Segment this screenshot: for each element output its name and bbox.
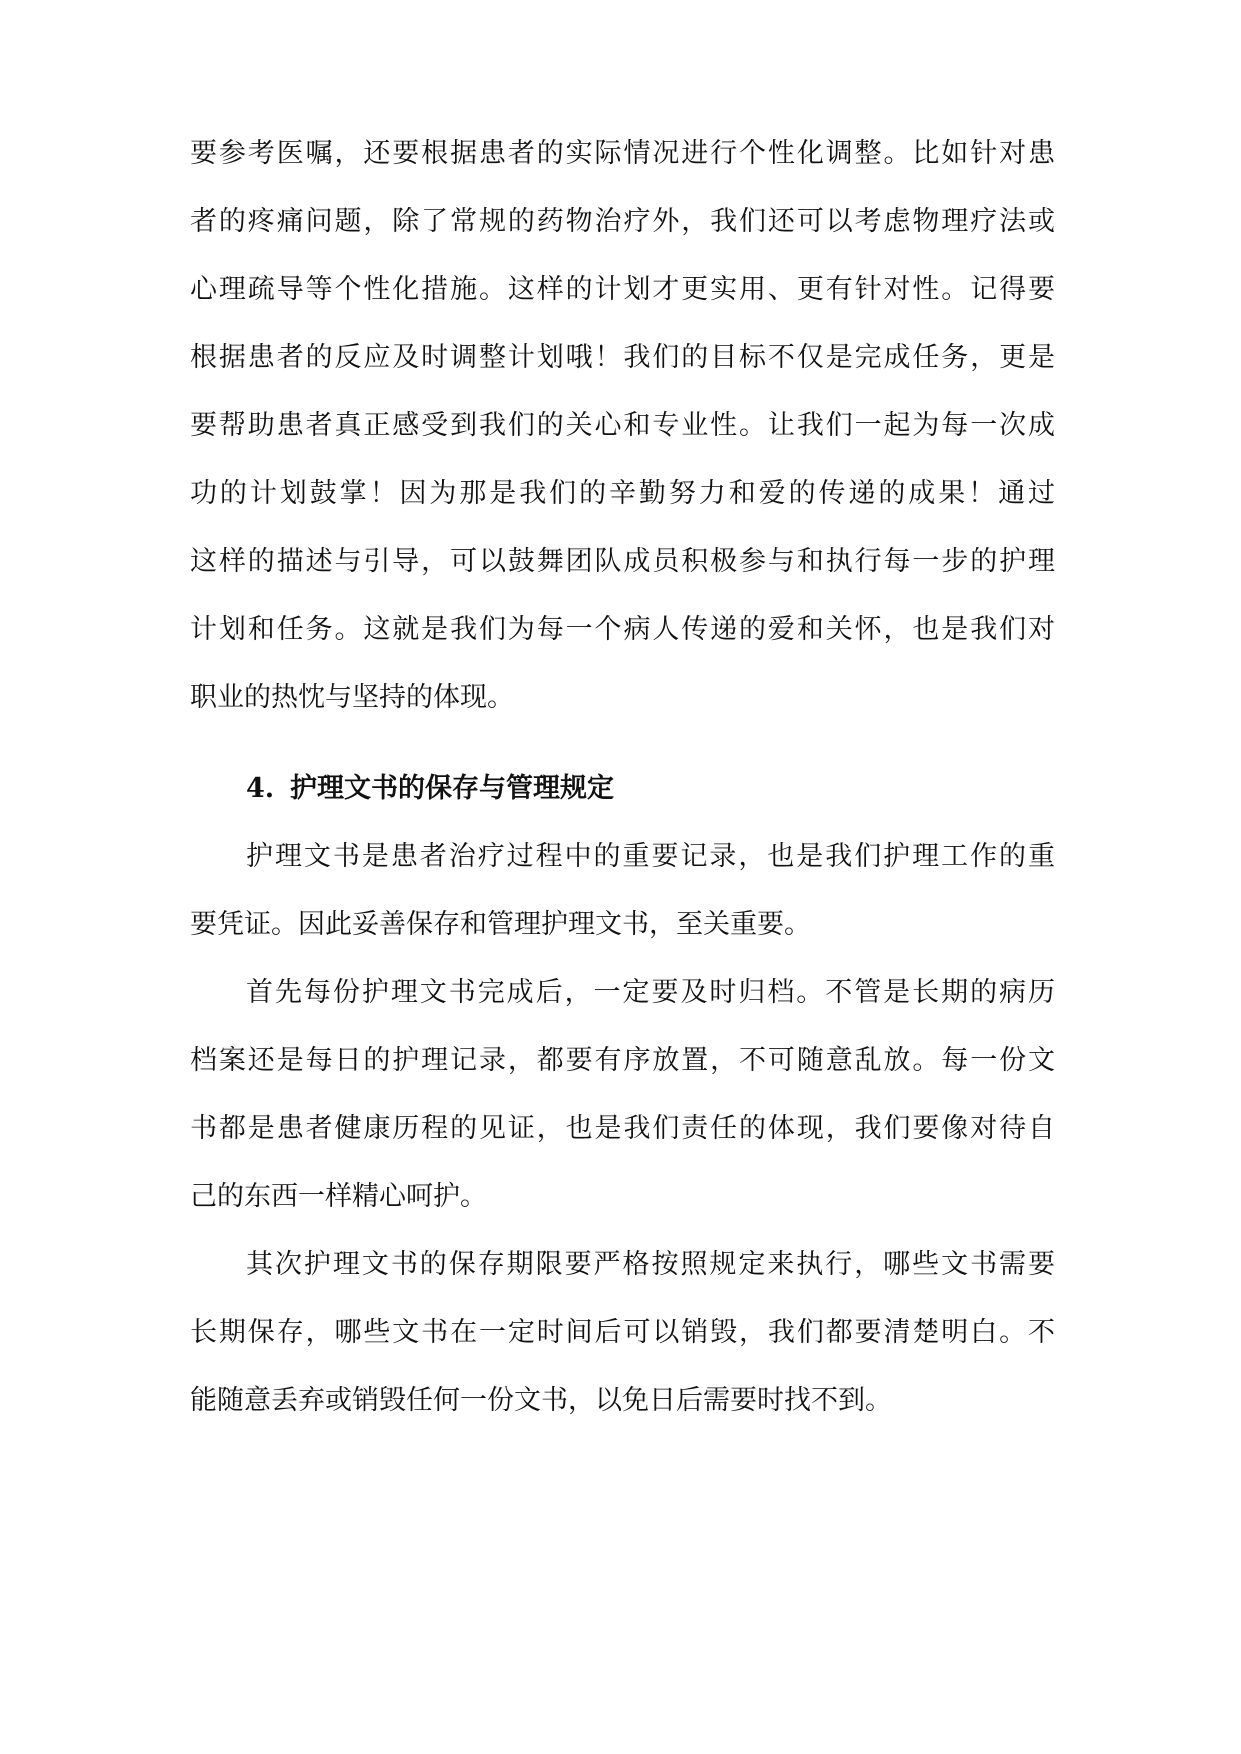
- paragraph-line: 计划和任务。这就是我们为每一个病人传递的爱和关怀，也是我们对: [190, 614, 1055, 645]
- paragraph-line: 书都是患者健康历程的见证，也是我们责任的体现，我们要像对待自: [190, 1113, 1055, 1144]
- paragraph-line: 首先每份护理文书完成后，一定要及时归档。不管是长期的病历: [246, 977, 1055, 1008]
- paragraph-line: 档案还是每日的护理记录，都要有序放置，不可随意乱放。每一份文: [190, 1045, 1055, 1076]
- paragraph-line: 要凭证。因此妥善保存和管理护理文书，至关重要。: [190, 909, 811, 940]
- paragraph-line: 职业的热忱与坚持的体现。: [190, 682, 514, 713]
- paragraph-line: 能随意丢弃或销毁任何一份文书，以免日后需要时找不到。: [190, 1385, 892, 1416]
- paragraph-line: 者的疼痛问题，除了常规的药物治疗外，我们还可以考虑物理疗法或: [190, 206, 1055, 237]
- paragraph-line: 长期保存，哪些文书在一定时间后可以销毁，我们都要清楚明白。不: [190, 1317, 1055, 1348]
- section-title: 护理文书的保存与管理规定: [290, 773, 614, 804]
- paragraph-line: 己的东西一样精心呵护。: [190, 1181, 487, 1212]
- paragraph-line: 要帮助患者真正感受到我们的关心和专业性。让我们一起为每一次成: [190, 410, 1055, 441]
- paragraph-line: 护理文书是患者治疗过程中的重要记录，也是我们护理工作的重: [246, 841, 1055, 872]
- section-number: 4.: [246, 773, 275, 804]
- paragraph-line: 心理疏导等个性化措施。这样的计划才更实用、更有针对性。记得要: [190, 274, 1055, 305]
- paragraph-line: 要参考医嘱，还要根据患者的实际情况进行个性化调整。比如针对患: [190, 138, 1055, 169]
- paragraph-line: 其次护理文书的保存期限要严格按照规定来执行，哪些文书需要: [246, 1249, 1055, 1280]
- paragraph-line: 功的计划鼓掌！因为那是我们的辛勤努力和爱的传递的成果！通过: [190, 478, 1055, 509]
- section-heading: [246, 769, 614, 809]
- paragraph-line: 根据患者的反应及时调整计划哦！我们的目标不仅是完成任务，更是: [190, 342, 1055, 373]
- paragraph-line: 这样的描述与引导，可以鼓舞团队成员积极参与和执行每一步的护理: [190, 546, 1055, 577]
